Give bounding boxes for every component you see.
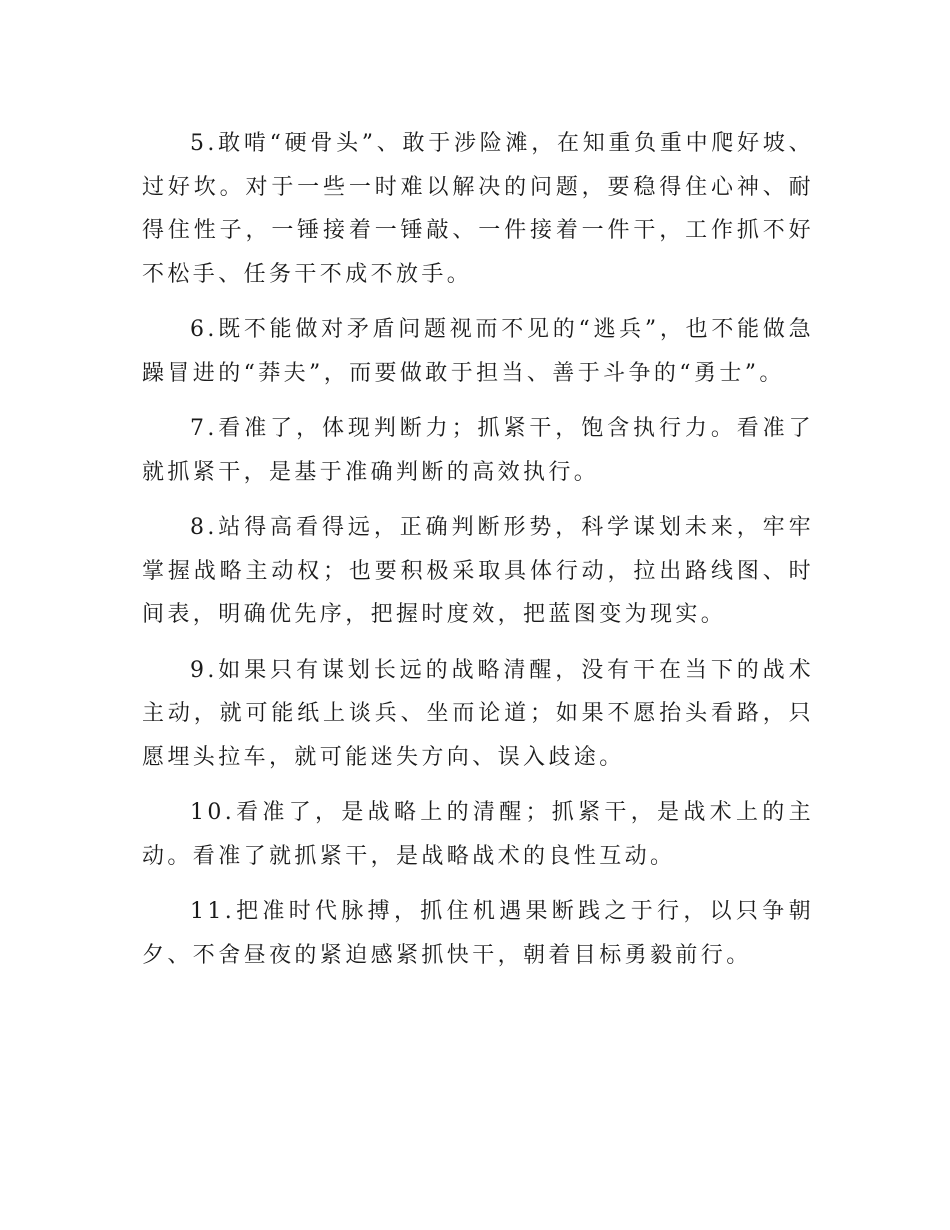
paragraph-10: 10.看准了，是战略上的清醒；抓紧干，是战术上的主动。看准了就抓紧干，是战略战术的良性互动。 (142, 800, 814, 869)
paragraph-7: 7.看准了，体现判断力；抓紧干，饱含执行力。看准了就抓紧干，是基于准确判断的高效执行。 (142, 416, 814, 485)
paragraph-11: 11.把准时代脉搏，抓住机遇果断践之于行，以只争朝夕、不舍昼夜的紧迫感紧抓快干，朝着目标勇毅前行。 (142, 899, 814, 968)
paragraph-8: 8.站得高看得远，正确判断形势，科学谋划未来，牢牢掌握战略主动权；也要积极采取具体行动，拉出路线图、时间表，明确优先序，把握时度效，把蓝图变为现实。 (142, 515, 814, 627)
paragraph-6: 6.既不能做对矛盾问题视而不见的“逃兵”，也不能做急躁冒进的“莽夫”，而要做敢于担当、善于斗争的“勇士”。 (142, 317, 814, 386)
document-body (142, 122, 814, 989)
paragraph-9: 9.如果只有谋划长远的战略清醒，没有干在当下的战术主动，就可能纸上谈兵、坐而论道；如果不愿抬头看路，只愿埋头拉车，就可能迷失方向、误入歧途。 (142, 657, 814, 770)
paragraph-5: 5.敢啃“硬骨头”、敢于涉险滩，在知重负重中爬好坡、过好坎。对于一些一时难以解决的问题，要稳得住心神、耐得住性子，一锤接着一锤敲、一件接着一件干，工作抓不好不松手、任务干不成不放手。 (142, 131, 814, 287)
